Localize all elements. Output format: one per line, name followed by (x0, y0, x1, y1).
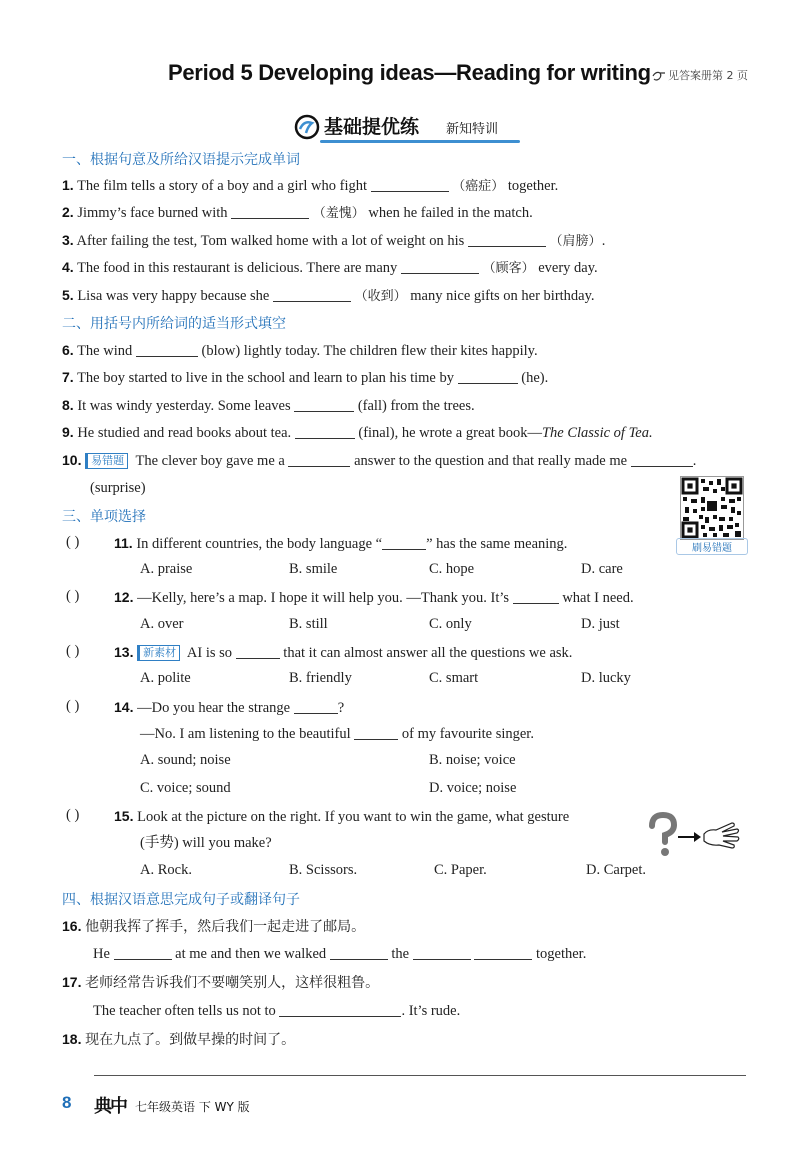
answer-blank[interactable] (458, 371, 518, 384)
question-8: 8. It was windy yesterday. Some leaves (fall) from the trees. (62, 397, 475, 414)
question-15-cont: (手势) will you make? (140, 835, 272, 851)
question-14: 14. —Do you hear the strange ? (114, 699, 345, 716)
answer-blank[interactable] (413, 947, 471, 960)
option-c[interactable]: C. hope (429, 561, 475, 577)
error-prone-tag: 易错题 (85, 453, 128, 469)
banner-title: 基础提优练 (324, 116, 420, 138)
answer-paren[interactable]: ( ) (66, 534, 80, 550)
option-a[interactable]: A. polite (140, 670, 191, 686)
footer-divider (94, 1075, 746, 1076)
answer-blank[interactable] (236, 646, 280, 659)
answer-paren[interactable]: ( ) (66, 807, 80, 823)
option-d[interactable]: D. just (581, 616, 620, 632)
option-d[interactable]: D. Carpet. (586, 862, 646, 878)
question-11: 11. In different countries, the body language “ ” has the same meaning. (114, 535, 568, 552)
answer-blank[interactable] (354, 727, 398, 740)
answer-blank[interactable] (294, 399, 354, 412)
answer-paren[interactable]: ( ) (66, 643, 80, 659)
answer-paren[interactable]: ( ) (66, 698, 80, 714)
page-number: 8 (62, 1093, 72, 1112)
banner-subtitle: 新知特训 (446, 122, 499, 137)
pointing-hand-icon (652, 70, 666, 82)
question-3: 3. After failing the test, Tom walked home with a lot of weight on his （肩膀）. (62, 232, 606, 249)
swirl-icon (294, 114, 320, 140)
question-13: 13. 新素材 AI is so that it can almost answer all the questions we ask. (114, 644, 573, 661)
option-a[interactable]: A. Rock. (140, 862, 192, 878)
brand-logo: 典中 (94, 1096, 126, 1117)
answer-blank[interactable] (288, 454, 350, 467)
question-17-answer: The teacher often tells us not to . It’s rude. (93, 1003, 461, 1019)
section-banner (294, 110, 524, 142)
question-14-reply: —No. I am listening to the beautiful of my favourite singer. (140, 726, 534, 742)
answer-blank[interactable] (279, 1004, 401, 1017)
option-c[interactable]: C. voice; sound (140, 780, 231, 796)
question-6: 6. The wind (blow) lightly today. The children flew their kites happily. (62, 342, 538, 359)
option-c[interactable]: C. smart (429, 670, 479, 686)
option-a[interactable]: A. sound; noise (140, 752, 231, 768)
answer-blank[interactable] (231, 206, 309, 219)
answer-blank[interactable] (136, 344, 198, 357)
option-a[interactable]: A. over (140, 616, 184, 632)
question-10-hint: (surprise) (90, 480, 146, 496)
answer-blank[interactable] (371, 179, 449, 192)
answer-blank[interactable] (330, 947, 388, 960)
section-heading-1: 一、根据句意及所给汉语提示完成单词 (62, 152, 300, 168)
qr-code-icon (681, 477, 743, 539)
page-title: Period 5 Developing ideas—Reading for writing (168, 60, 651, 85)
question-2: 2. Jimmy’s face burned with （羞愧） when he failed in the match. (62, 204, 533, 221)
option-d[interactable]: D. voice; noise (429, 780, 517, 796)
section-heading-2: 二、用括号内所给词的适当形式填空 (62, 316, 286, 332)
answer-blank[interactable] (401, 261, 479, 274)
answer-reference: 见答案册第 2 页 (652, 67, 748, 83)
answer-blank[interactable] (294, 701, 338, 714)
question-16-answer: He at me and then we walked the together. (93, 946, 587, 962)
section-heading-4: 四、根据汉语意思完成句子或翻译句子 (62, 892, 300, 908)
question-17: 17. 老师经常告诉我们不要嘲笑别人，这样很粗鲁。 (62, 974, 380, 991)
answer-blank[interactable] (295, 426, 355, 439)
option-b[interactable]: B. Scissors. (289, 862, 358, 878)
question-16: 16. 他朝我挥了挥手，然后我们一起走进了邮局。 (62, 918, 366, 935)
question-9: 9. He studied and read books about tea. (final), he wrote a great book—The Classic of Tea. (62, 424, 653, 441)
option-d[interactable]: D. care (581, 561, 623, 577)
question-4: 4. The food in this restaurant is delicious. There are many （顾客） every day. (62, 259, 598, 276)
answer-blank[interactable] (468, 234, 546, 247)
answer-blank[interactable] (631, 454, 693, 467)
question-7: 7. The boy started to live in the school and learn to plan his time by (he). (62, 369, 549, 386)
option-d[interactable]: D. lucky (581, 670, 631, 686)
option-b[interactable]: B. smile (289, 561, 338, 577)
question-15: 15. Look at the picture on the right. If you want to win the game, what gesture (114, 808, 570, 825)
option-b[interactable]: B. still (289, 616, 328, 632)
new-material-tag: 新素材 (137, 645, 180, 661)
option-b[interactable]: B. noise; voice (429, 752, 516, 768)
option-c[interactable]: C. only (429, 616, 472, 632)
question-mark-icon (652, 815, 674, 856)
arrow-icon (678, 832, 701, 842)
section-heading-3: 三、单项选择 (62, 509, 146, 525)
question-12: 12. —Kelly, here’s a map. I hope it will help you. —Thank you. It’s what I need. (114, 589, 634, 606)
banner-underline (320, 140, 520, 143)
option-a[interactable]: A. praise (140, 561, 193, 577)
open-hand-icon (704, 823, 739, 848)
qr-code[interactable] (680, 476, 744, 540)
answer-blank[interactable] (382, 537, 426, 550)
answer-paren[interactable]: ( ) (66, 588, 80, 604)
question-1: 1. The film tells a story of a boy and a girl who fight （癌症） together. (62, 177, 559, 194)
answer-blank[interactable] (474, 947, 532, 960)
qr-code-label: 刷易错题 (676, 538, 748, 555)
answer-blank[interactable] (273, 289, 351, 302)
option-b[interactable]: B. friendly (289, 670, 352, 686)
question-10: 10. 易错题 The clever boy gave me a answer to the question and that really made me . (62, 452, 697, 469)
book-title: 七年级英语 下 WY 版 (135, 1100, 250, 1114)
option-c[interactable]: C. Paper. (434, 862, 487, 878)
question-5: 5. Lisa was very happy because she （收到） many nice gifts on her birthday. (62, 287, 595, 304)
gesture-picture (646, 812, 742, 858)
answer-blank[interactable] (114, 947, 172, 960)
question-18: 18. 现在九点了。到做早操的时间了。 (62, 1031, 296, 1048)
answer-blank[interactable] (513, 591, 559, 604)
